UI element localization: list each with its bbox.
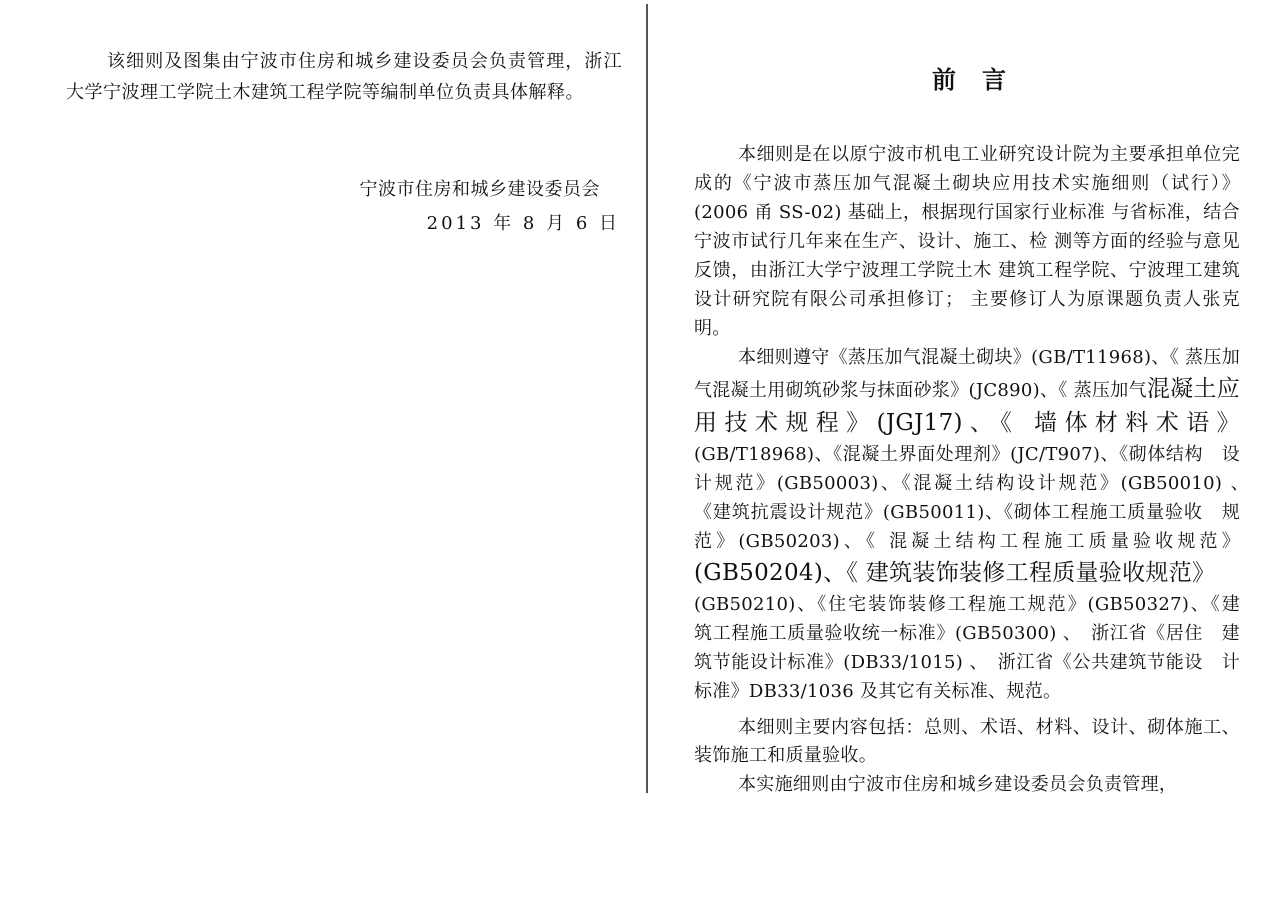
- standards-paragraph: [694, 343, 1259, 706]
- standards-text-3: (GB/T18968)、《混凝土界面处理剂》(JC/T907)、《砌体结构 设计规范》(GB50003)、《混凝土结构设计规范》(GB50010) 、 《建筑抗震设计规范》(GB50011)、《砌体工程施工质量验收 规范》(GB50203)、《 混凝土结构工程施工质量验收规范》: [694, 444, 1259, 552]
- preface-paragraph-1: 本细则是在以原宁波市机电工业研究设计院为主要承担单位完成的《宁波市蒸压加气混凝土砌块应用技术实施细则（试行）》(2006 甬 SS-02) 基础上，根据现行国家行业标准 与省标准，结合宁波市试行几年来在生产、设计、施工、检 测等方面的经验与意见反馈，由浙江大学宁波理工学院土木 建筑工程学院、宁波理工建筑设计研究院有限公司承担修订； 主要修订人为原课题负责人张克明。: [694, 144, 1240, 339]
- page-title: 前言: [932, 65, 1032, 94]
- standards-text-2: 混凝土应用技术规程》(JGJ17)、《 墙体材料术语》: [694, 376, 1241, 436]
- standards-text-5: (GB50210)、《住宅装饰装修工程施工规范》(GB50327)、《建 筑工程施工质量验收统一标准》(GB50300) 、 浙江省《居住 建筑节能设计标准》(DB33/1015) 、 浙江省《公共建筑节能设 计标准》DB33/1036 及其它有关标准、规范。: [694, 564, 1259, 702]
- preface-paragraph-3: 本细则主要内容包括：总则、术语、材料、设计、砌体施工、装饰施工和质量验收。: [694, 717, 1240, 766]
- standards-text-1: 本细则遵守《蒸压加气混凝土砌块》(GB/T11968)、《 蒸压加气混凝土用砌筑砂浆与抹面砂浆》(JC890)、《 蒸压加气: [694, 347, 1240, 401]
- preface-paragraph-4: 本实施细则由宁波市住房和城乡建设委员会负责管理，: [738, 774, 1178, 795]
- right-page: [694, 60, 1259, 799]
- signature-organization: 宁波市住房和城乡建设委员会: [359, 179, 600, 200]
- standards-text-4: (GB50204)、《 建筑装饰装修工程质量验收规范》: [694, 560, 1204, 586]
- responsibility-paragraph: 该细则及图集由宁波市住房和城乡建设委员会负责管理，浙江大学宁波理工学院土木建筑工程学院等编制单位负责具体解释。: [66, 51, 622, 103]
- signature-date: 2013 年 8 月 6 日: [426, 213, 620, 234]
- left-page: [66, 46, 622, 234]
- page-divider: [646, 4, 648, 793]
